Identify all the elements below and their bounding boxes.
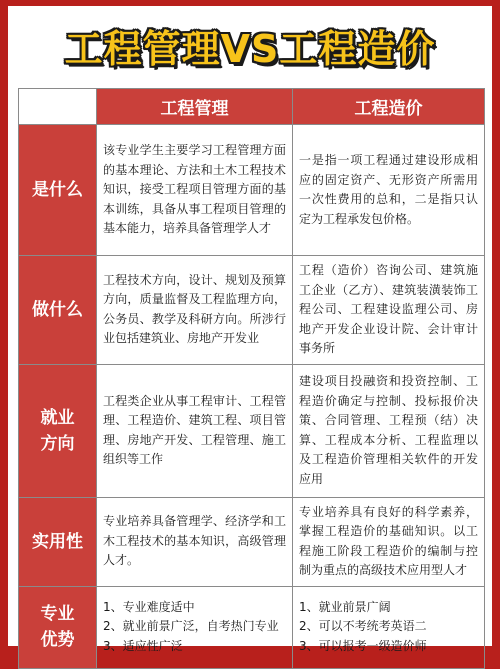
list-item: 2、就业前景广泛，自考热门专业 (103, 619, 279, 634)
column-header-cost: 工程造价 (293, 89, 485, 125)
management-advantage (97, 586, 293, 668)
header-row (19, 89, 485, 125)
cost-practical: 专业培养具有良好的科学素养，掌握工程造价的基础知识。以工程施工阶段工程造价的编制与控制为重点的高级技术应用型人才 (293, 497, 485, 586)
row-label-career-text: 就业方向 (40, 407, 75, 454)
table-row (19, 364, 485, 497)
management-do: 工程技术方向，设计、规划及预算方向，质量监督及工程监理方向，公务员、教学及科研方向。所涉行业包括建筑业、房地产开发业 (97, 256, 293, 365)
table-row (19, 256, 485, 365)
row-label-career (19, 364, 97, 497)
cost-advantage (293, 586, 485, 668)
row-label-do: 做什么 (19, 256, 97, 365)
list-item: 1、专业难度适中 (103, 599, 195, 614)
column-header-management: 工程管理 (97, 89, 293, 125)
list-item: 3、可以报考一级造价师 (299, 638, 427, 653)
management-career: 工程类企业从事工程审计、工程管理、工程造价、建筑工程、项目管理、房地产开发、工程管理、施工组织等工作 (97, 364, 293, 497)
table-row (19, 586, 485, 668)
list-item: 1、就业前景广阔 (299, 599, 391, 614)
cost-do: 工程（造价）咨询公司、建筑施工企业（乙方）、建筑装潢装饰工程公司、工程建设监理公司、房地产开发企业设计院、会计审计事务所 (293, 256, 485, 365)
table-row (19, 125, 485, 256)
row-label-advantage-text: 专业优势 (40, 604, 75, 650)
management-practical: 专业培养具备管理学、经济学和工木工程技术的基本知识，高级管理人才。 (97, 497, 293, 586)
table-corner (19, 89, 97, 125)
management-what: 该专业学生主要学习工程管理方面的基本理论、方法和土木工程技术知识，接受工程项目管理方面的基本训练，具备从事工程项目管理的基本能力，培养具备管理学人才 (97, 125, 293, 256)
row-label-practical: 实用性 (19, 497, 97, 586)
row-label-advantage (19, 586, 97, 668)
list-item: 3、适应性广泛 (103, 638, 183, 653)
cost-career: 建设项目投融资和投资控制、工程造价确定与控制、投标报价决策、合同管理、工程预（结）决算、工程成本分析、工程监理以及工程造价管理相关软件的开发应用 (293, 364, 485, 497)
page-title: 工程管理VS工程造价 (64, 26, 436, 71)
row-label-what: 是什么 (19, 125, 97, 256)
list-item: 2、可以不考统考英语二 (299, 619, 427, 634)
table-row (19, 497, 485, 586)
comparison-table (18, 88, 485, 669)
comparison-card (8, 6, 492, 653)
cost-what: 一是指一项工程通过建设形成相应的固定资产、无形资产所需用一次性费用的总和，二是指只认定为工程承发包价格。 (293, 125, 485, 256)
